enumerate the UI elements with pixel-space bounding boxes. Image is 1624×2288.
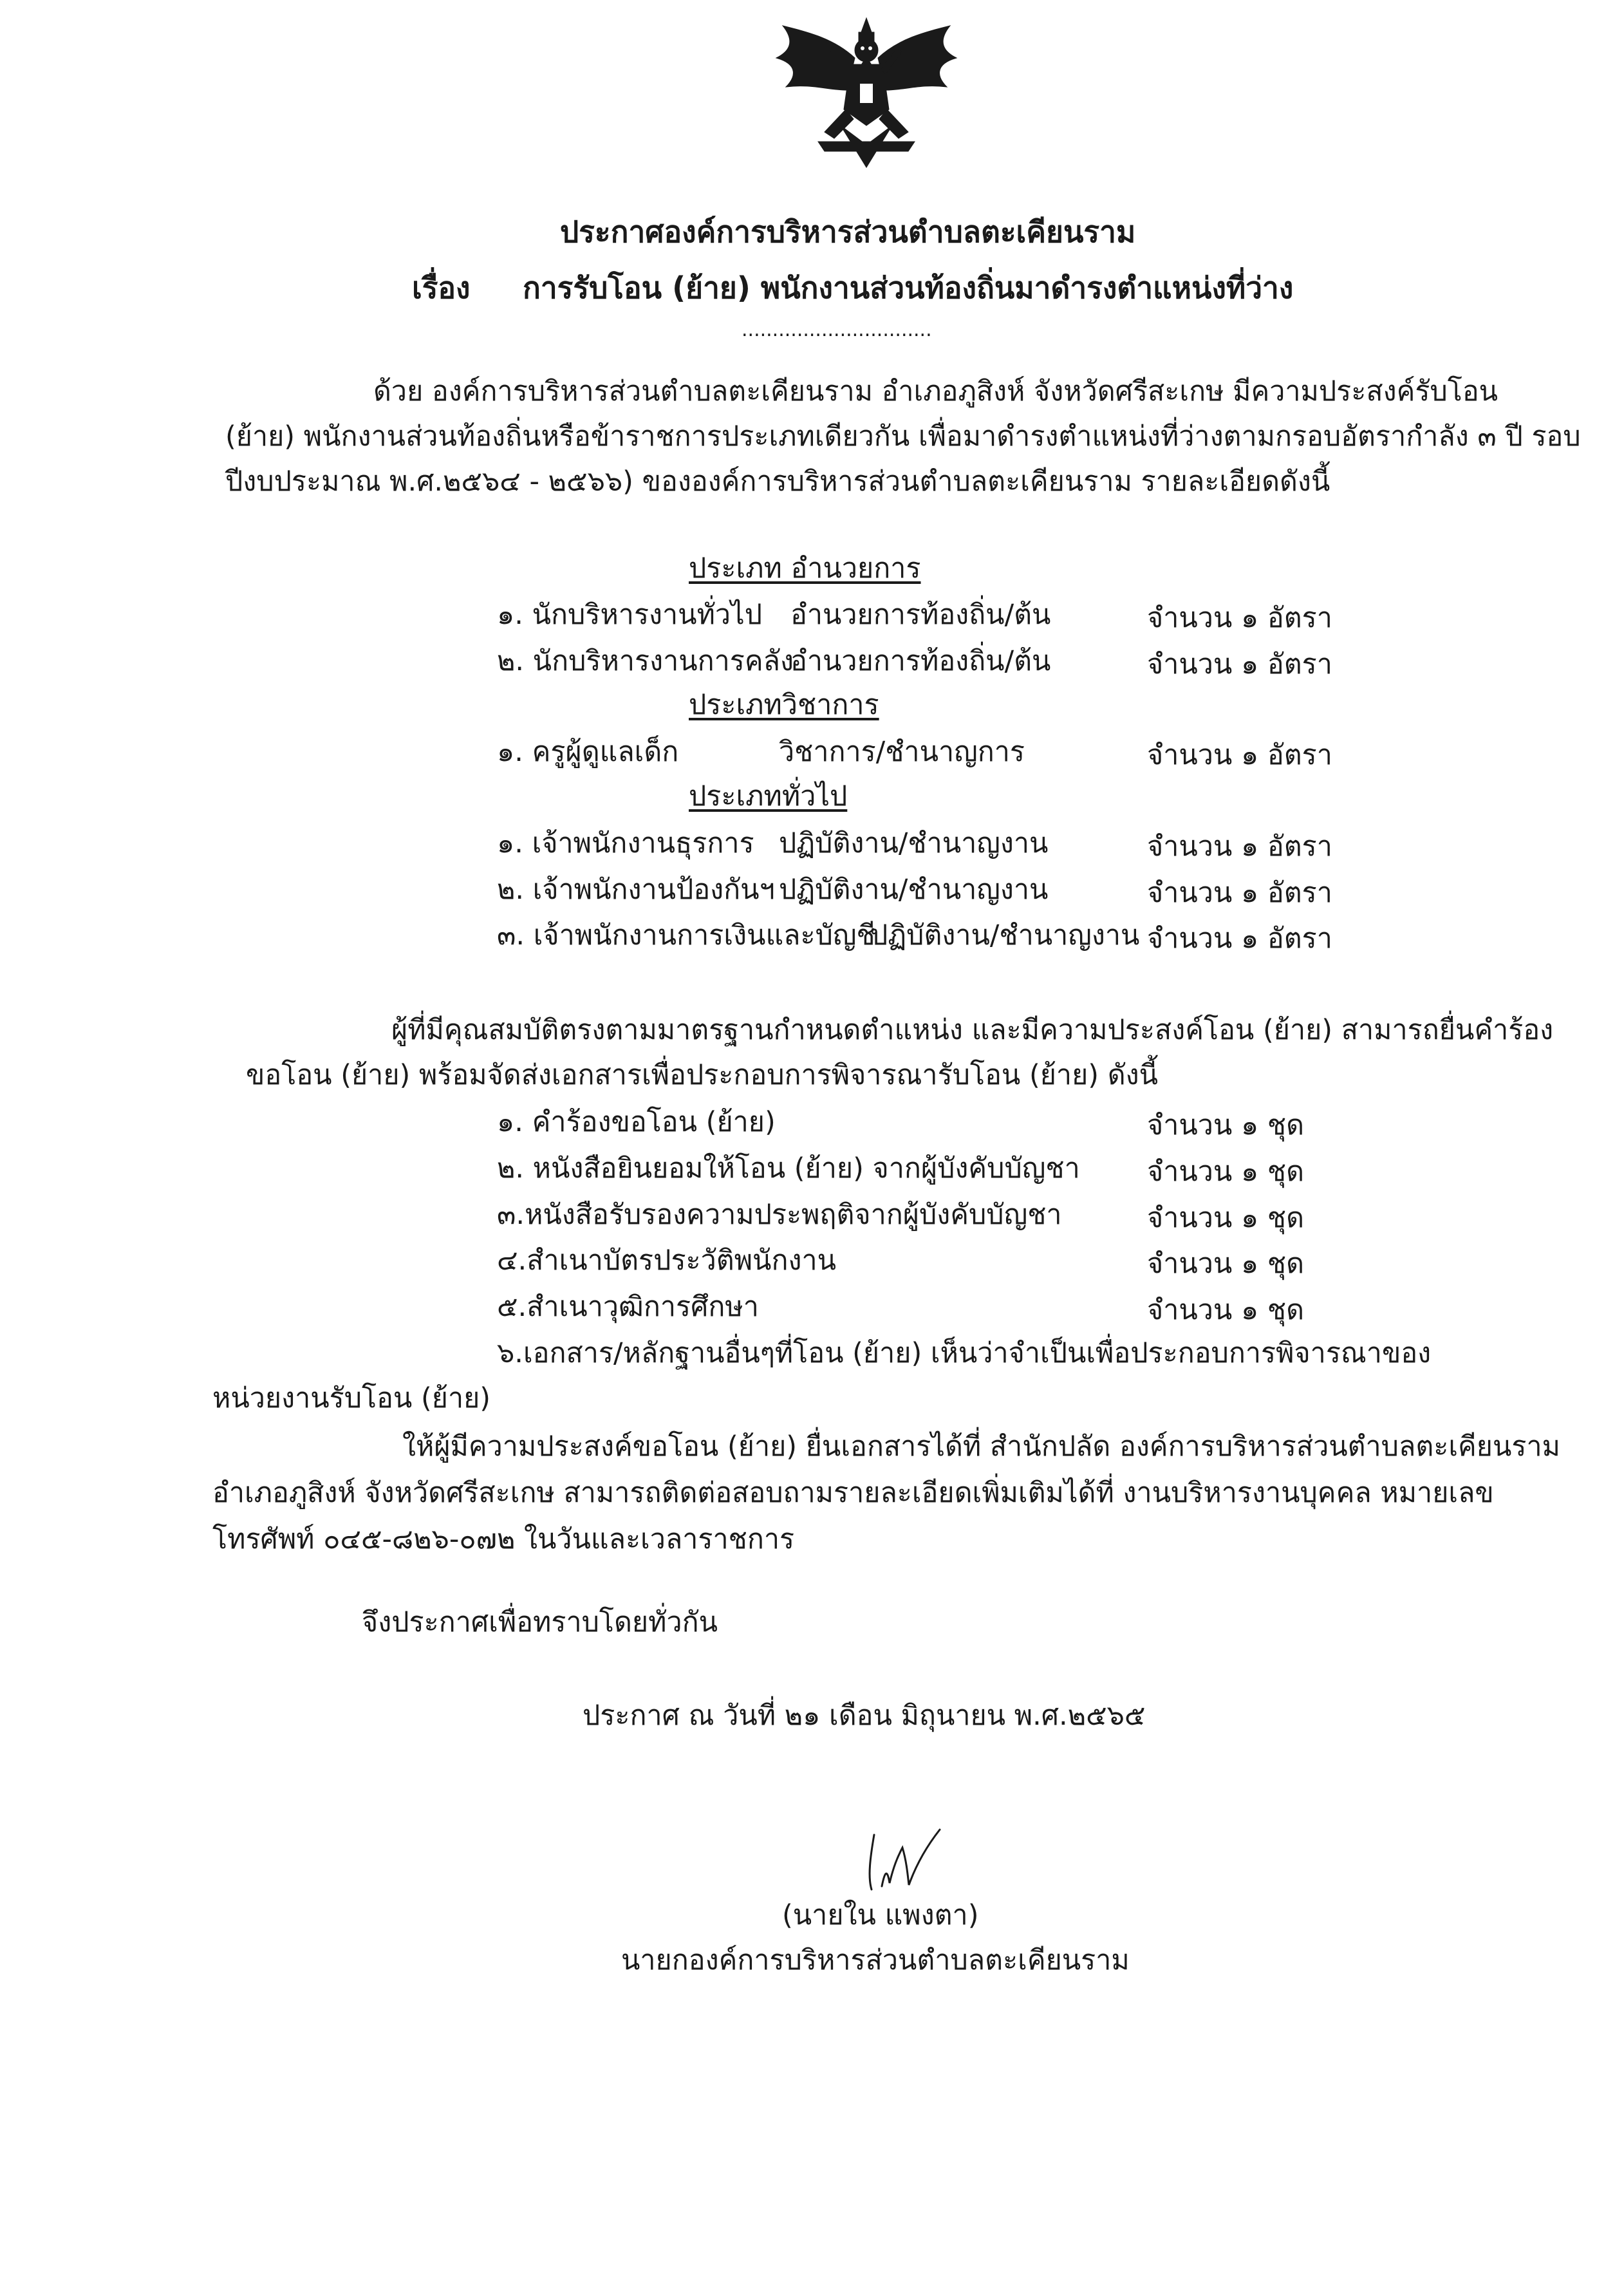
- subject-text: การรับโอน (ย้าย) พนักงานส่วนท้องถิ่นมาดำรงตำแหน่งที่ว่าง: [523, 270, 1294, 305]
- position-level: อำนวยการท้องถิ่น/ต้น: [790, 599, 1051, 631]
- garuda-emblem-icon: [770, 13, 963, 180]
- section-heading-academic: ประเภทวิชาการ: [689, 689, 879, 721]
- submission-line-3: โทรศัพท์ ๐๔๕-๘๒๖-๐๗๒ ในวันและเวลาราชการ: [212, 1523, 795, 1555]
- position-title: ๑. เจ้าพนักงานธุรการ: [497, 827, 754, 859]
- position-qty: จำนวน ๑ อัตรา: [1147, 830, 1332, 863]
- position-level: วิชาการ/ชำนาญการ: [779, 736, 1025, 768]
- announcement-title: ประกาศองค์การบริหารส่วนตำบลตะเคียนราม: [560, 214, 1136, 249]
- document-title: ๕.สำเนาวุฒิการศึกษา: [497, 1291, 759, 1323]
- document-qty: จำนวน ๑ ชุด: [1147, 1294, 1305, 1326]
- position-title: ๒. เจ้าพนักงานป้องกันฯ: [497, 874, 775, 906]
- position-qty: จำนวน ๑ อัตรา: [1147, 648, 1332, 680]
- submission-line-1: ให้ผู้มีความประสงค์ขอโอน (ย้าย) ยื่นเอกสารได้ที่ สำนักปลัด องค์การบริหารส่วนตำบลตะเคียนราม: [402, 1430, 1560, 1463]
- position-qty: จำนวน ๑ อัตรา: [1147, 739, 1332, 771]
- document-qty: จำนวน ๑ ชุด: [1147, 1248, 1305, 1280]
- handwritten-signature-icon: [856, 1822, 953, 1899]
- requirements-line-2: ขอโอน (ย้าย) พร้อมจัดส่งเอกสารเพื่อประกอบการพิจารณารับโอน (ย้าย) ดังนี้: [246, 1059, 1159, 1091]
- position-qty: จำนวน ๑ อัตรา: [1147, 923, 1332, 955]
- document-title: ๔.สำเนาบัตรประวัติพนักงาน: [497, 1244, 837, 1277]
- position-level: ปฏิบัติงาน/ชำนาญงาน: [870, 919, 1140, 952]
- announcement-date: ประกาศ ณ วันที่ ๒๑ เดือน มิถุนายน พ.ศ.๒๕๖๕: [583, 1700, 1146, 1732]
- subject-label: เรื่อง: [412, 270, 471, 305]
- position-level: อำนวยการท้องถิ่น/ต้น: [790, 645, 1051, 677]
- section-heading-admin: ประเภท อำนวยการ: [689, 552, 921, 585]
- document-title: ๒. หนังสือยินยอมให้โอน (ย้าย) จากผู้บังคับบัญชา: [497, 1152, 1080, 1185]
- document-qty: จำนวน ๑ ชุด: [1147, 1109, 1305, 1141]
- intro-line-3: ปีงบประมาณ พ.ศ.๒๕๖๔ - ๒๕๖๖) ขององค์การบริหารส่วนตำบลตะเคียนราม รายละเอียดดังนี้: [225, 465, 1330, 498]
- document-qty: จำนวน ๑ ชุด: [1147, 1202, 1305, 1234]
- document-6-line-2: หน่วยงานรับโอน (ย้าย): [212, 1382, 491, 1414]
- position-level: ปฏิบัติงาน/ชำนาญงาน: [779, 874, 1049, 906]
- requirements-line-1: ผู้ที่มีคุณสมบัติตรงตามมาตรฐานกำหนดตำแหน่ง และมีความประสงค์โอน (ย้าย) สามารถยื่นคำร้อง: [391, 1014, 1554, 1046]
- document-title: ๑. คำร้องขอโอน (ย้าย): [497, 1106, 776, 1138]
- position-title: ๒. นักบริหารงานการคลัง: [497, 645, 794, 677]
- position-level: ปฏิบัติงาน/ชำนาญงาน: [779, 827, 1049, 859]
- intro-line-1: ด้วย องค์การบริหารส่วนตำบลตะเคียนราม อำเภอภูสิงห์ จังหวัดศรีสะเกษ มีความประสงค์รับโอน: [373, 375, 1498, 408]
- document-title: ๓.หนังสือรับรองความประพฤติจากผู้บังคับบัญชา: [497, 1199, 1062, 1231]
- closing-statement: จึงประกาศเพื่อทราบโดยทั่วกัน: [362, 1606, 718, 1638]
- position-qty: จำนวน ๑ อัตรา: [1147, 877, 1332, 909]
- intro-line-2: (ย้าย) พนักงานส่วนท้องถิ่นหรือข้าราชการประเภทเดียวกัน เพื่อมาดำรงตำแหน่งที่ว่างตามกรอบอัตรากำลัง ๓ ปี รอบ: [225, 420, 1581, 453]
- position-title: ๑. ครูผู้ดูแลเด็ก: [497, 736, 679, 768]
- document-6-line-1: ๖.เอกสาร/หลักฐานอื่นๆที่โอน (ย้าย) เห็นว่าจำเป็นเพื่อประกอบการพิจารณาของ: [497, 1337, 1432, 1369]
- section-heading-general: ประเภททั่วไป: [689, 780, 848, 812]
- position-title: ๑. นักบริหารงานทั่วไป: [497, 599, 762, 631]
- document-qty: จำนวน ๑ ชุด: [1147, 1156, 1305, 1188]
- signatory-name: (นายใน แพงตา): [782, 1899, 979, 1931]
- signatory-position: นายกองค์การบริหารส่วนตำบลตะเคียนราม: [621, 1944, 1130, 1976]
- position-qty: จำนวน ๑ อัตรา: [1147, 602, 1332, 634]
- position-title: ๓. เจ้าพนักงานการเงินและบัญชี: [497, 919, 875, 952]
- title-separator: ...............................: [742, 319, 932, 341]
- submission-line-2: อำเภอภูสิงห์ จังหวัดศรีสะเกษ สามารถติดต่อสอบถามรายละเอียดเพิ่มเติมได้ที่ งานบริหารงานบุคคล หมายเลข: [212, 1477, 1494, 1509]
